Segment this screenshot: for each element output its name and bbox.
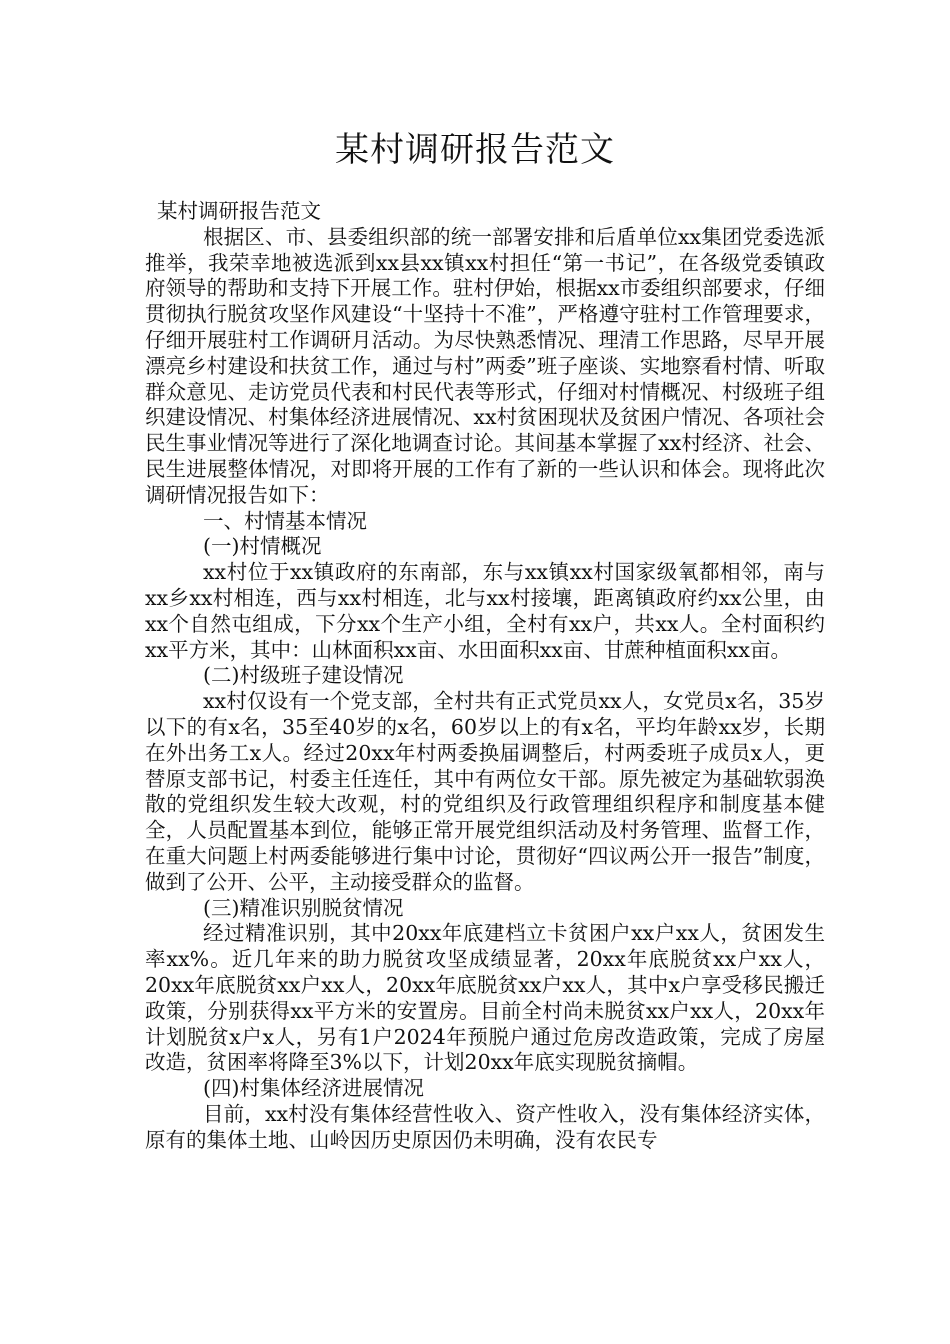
- subsection-paragraph-4: 目前，xx村没有集体经营性收入、资产性收入，没有集体经济实体，原有的集体土地、山岭因历史原因仍未明确，没有农民专: [145, 1101, 825, 1152]
- document-subtitle: 某村调研报告范文: [157, 199, 321, 223]
- subsection-paragraph-2: xx村仅设有一个党支部，全村共有正式党员xx人，女党员x名，35岁以下的有x名，35至40岁的x名，60岁以上的有x名，平均年龄xx岁，长期在外出务工x人。经过20xx年村两委换届调整后，村两委班子成员x人，更替原支部书记，村委主任连任，其中有两位女干部。原先被定为基础软弱涣散的党组织发生较大改观，村的党组织及行政管理组织程序和制度基本健全，人员配置基本到位，能够正常开展党组织活动及村务管理、监督工作，在重大问题上村两委能够进行集中讨论，贯彻好“四议两公开一报告”制度，做到了公开、公平，主动接受群众的监督。: [145, 689, 825, 894]
- subsection-heading-2: (二)村级班子建设情况: [203, 663, 404, 688]
- document-title: 某村调研报告范文: [335, 130, 615, 170]
- intro-paragraph: 根据区、市、县委组织部的统一部署安排和后盾单位xx集团党委选派推举，我荣幸地被选派到xx县xx镇xx村担任“第一书记”，在各级党委镇政府领导的帮助和支持下开展工作。驻村伊始，根据xx市委组织部要求，仔细贯彻执行脱贫攻坚作风建设“十坚持十不准”，严格遵守驻村工作管理要求，仔细开展驻村工作调研月活动。为尽快熟悉情况、理清工作思路，尽早开展漂亮乡村建设和扶贫工作，通过与村”两委”班子座谈、实地察看村情、听取群众意见、走访党员代表和村民代表等形式，仔细对村情概况、村级班子组织建设情况、村集体经济进展情况、xx村贫困现状及贫困户情况、各项社会民生事业情况等进行了深化地调查讨论。其间基本掌握了xx村经济、社会、民生进展整体情况，对即将开展的工作有了新的一些认识和体会。现将此次调研情况报告如下：: [145, 224, 825, 507]
- subsection-heading-4: (四)村集体经济进展情况: [203, 1076, 424, 1101]
- subsection-paragraph-1: xx村位于xx镇政府的东南部，东与xx镇xx村国家级氧都相邻，南与xx乡xx村相连，西与xx村相连，北与xx村接壤，距离镇政府约xx公里，由xx个自然屯组成，下分xx个生产小组，全村有xx户，共xx人。全村面积约xx平方米，其中：山林面积xx亩、水田面积xx亩、甘蔗种植面积xx亩。: [145, 560, 825, 662]
- subsection-heading-1: (一)村情概况: [203, 534, 322, 559]
- subsection-heading-3: (三)精准识别脱贫情况: [203, 895, 404, 920]
- document-body: [145, 199, 825, 1153]
- subsection-paragraph-3: 经过精准识别，其中20xx年底建档立卡贫困户xx户xx人，贫困发生率xx%。近几年来的助力脱贫攻坚成绩显著，20xx年底脱贫xx户xx人，20xx年底脱贫xx户xx人，20xx年底脱贫xx户xx人，其中x户享受移民搬迁政策，分别获得xx平方米的安置房。目前全村尚未脱贫xx户xx人，20xx年计划脱贫x户x人，另有1户2024年预脱户通过危房改造政策，完成了房屋改造，贫困率将降至3%以下，计划20xx年底实现脱贫摘帽。: [145, 921, 825, 1075]
- section-heading-1: 一、村情基本情况: [203, 508, 367, 533]
